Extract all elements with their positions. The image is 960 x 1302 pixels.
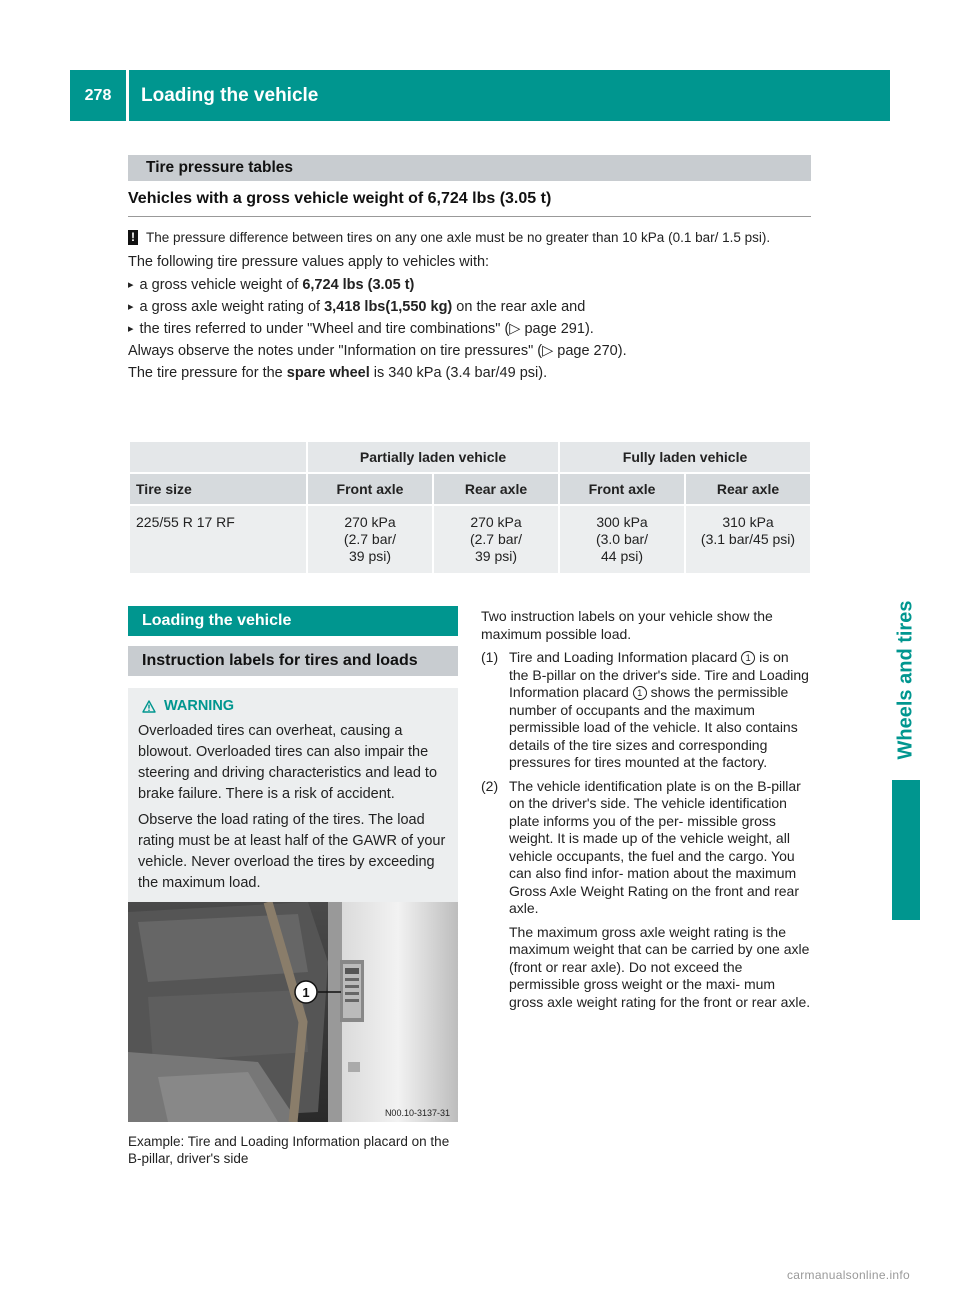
group-header-partial: Partially laden vehicle: [308, 442, 558, 472]
page-link[interactable]: ▷ page 291).: [509, 321, 594, 337]
list-item: (2) The vehicle identification plate is on the B-pillar on the driver's side. The vehicle identification plate informs you of the per- missible gross weight. It is made up of the vehicle weight, all vehicle occupants, the fuel and the cargo. You can also find infor- mation about the maximum Gross Axle Weight Rating on the front and rear axle.: [481, 777, 801, 916]
photo-callout: 1: [302, 985, 310, 1000]
section-heading-tire-pressure: Tire pressure tables: [128, 155, 811, 181]
cell-tire-size: 225/55 R 17 RF: [130, 506, 306, 573]
observe-text: Always observe the notes under "Information on tire pressures" (▷ page 270).: [128, 343, 627, 359]
cell-full-front: 300 kPa (3.0 bar/ 44 psi): [560, 506, 684, 573]
chapter-title: Loading the vehicle: [141, 84, 319, 106]
col-header-front-partial: Front axle: [308, 474, 432, 504]
list-item: (1) Tire and Loading Information placard 1 is on the B-pillar on the driver's side. Tire and Loading Information placard 1 shows the permissible number of occupants and the maximum permissible load of the vehicle. It also contains details of the tire sizes and corresponding pressures for tires mounted at the factory.: [481, 649, 809, 770]
list-item: ▸ a gross vehicle weight of 6,724 lbs (3.05 t): [128, 276, 811, 295]
list-item: ▸ a gross axle weight rating of 3,418 lbs(1,550 kg) on the rear axle and: [128, 298, 811, 317]
tire-pressure-intro: [128, 228, 811, 386]
section-heading-loading: Loading the vehicle: [128, 606, 458, 636]
circled-number-icon: 1: [633, 686, 647, 700]
loading-section: [128, 606, 458, 907]
cell-partial-rear: 270 kPa (2.7 bar/ 39 psi): [434, 506, 558, 573]
warning-text: Observe the load rating of the tires. The load rating must be at least half of the GAWR of your vehicle. Never overload the tires by exceeding the maximum load.: [138, 812, 446, 891]
photo-code: N00.10-3137-31: [384, 1108, 450, 1118]
side-tab-marker: [892, 780, 920, 920]
cell-full-rear: 310 kPa (3.1 bar/45 psi): [686, 506, 810, 573]
warning-title: WARNING: [142, 696, 450, 717]
footer-watermark: carmanualsonline.info: [786, 1268, 910, 1282]
subheading-instruction-labels: Instruction labels for tires and loads: [128, 646, 458, 676]
list-item: ▸ the tires referred to under "Wheel and tire combinations" (▷ page 291).: [128, 320, 811, 339]
warning-triangle-icon: [142, 700, 156, 713]
bullet-list: [128, 276, 811, 339]
side-tab-label: Wheels and tires: [894, 600, 917, 760]
labels-intro: Two instruction labels on your vehicle show the maximum possible load.: [481, 608, 773, 642]
instruction-labels-text: [481, 608, 811, 1017]
col-header-rear-full: Rear axle: [686, 474, 810, 504]
table-row: [130, 506, 810, 573]
exclamation-icon: !: [128, 230, 138, 245]
circled-number-icon: 1: [741, 651, 755, 665]
notice: [128, 228, 811, 247]
axle-weight-note: The maximum gross axle weight rating is the maximum weight that can be carried by one axle (front or rear axle). Do not exceed the permissible gross weight or the maxi- mum gross axle weight rating for the front or rear axle.: [509, 923, 811, 1010]
subheading-gross-weight: Vehicles with a gross vehicle weight of 6,724 lbs (3.05 t): [128, 190, 811, 217]
side-tab: [892, 590, 920, 770]
seat-pillar-illustration: [128, 902, 458, 1122]
col-header-tire-size: Tire size: [130, 474, 306, 504]
col-header-rear-partial: Rear axle: [434, 474, 558, 504]
warning-text: Overloaded tires can overheat, causing a blowout. Overloaded tires can also impair the steering and driving characteristics and lead to brake failure. There is a risk of accident.: [138, 723, 438, 802]
page-number: 278: [84, 86, 112, 104]
col-header-front-full: Front axle: [560, 474, 684, 504]
warning-box: [128, 688, 458, 907]
group-header-full: Fully laden vehicle: [560, 442, 810, 472]
header-divider: [126, 70, 129, 121]
photo-caption: Example: Tire and Loading Information placard on the B-pillar, driver's side: [128, 1134, 450, 1166]
table-corner: [130, 442, 306, 472]
placard-photo: [128, 902, 458, 1122]
notice-text: The pressure difference between tires on any one axle must be no greater than 10 kPa (0.1 bar/ 1.5 psi).: [146, 230, 771, 245]
intro-text: The following tire pressure values apply to vehicles with:: [128, 254, 490, 270]
tire-pressure-table: [128, 440, 812, 575]
spare-wheel-text: The tire pressure for the spare wheel is 340 kPa (3.4 bar/49 psi).: [128, 365, 548, 381]
cell-partial-front: 270 kPa (2.7 bar/ 39 psi): [308, 506, 432, 573]
